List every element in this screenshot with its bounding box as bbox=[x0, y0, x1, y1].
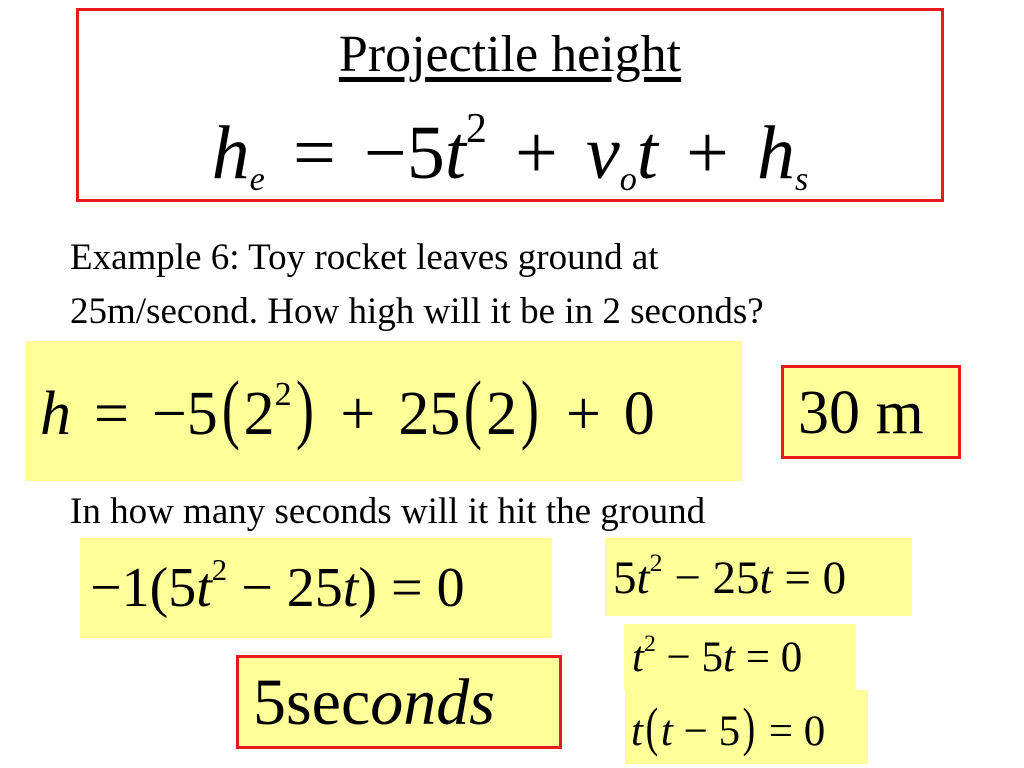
height-calculation bbox=[40, 365, 655, 459]
formula-t2: t bbox=[636, 111, 658, 195]
step2-b: − 5 bbox=[655, 634, 724, 681]
factor-exp: 2 bbox=[211, 552, 228, 587]
calc-base: 2 bbox=[243, 380, 275, 448]
factored-equation bbox=[90, 552, 465, 628]
step3-c: = 0 bbox=[757, 708, 826, 755]
step-3-equation bbox=[631, 697, 826, 757]
step3-t1: t bbox=[631, 708, 643, 755]
factor-t2: t bbox=[342, 557, 359, 619]
calc-val: 2 bbox=[486, 380, 518, 448]
step2-t2: t bbox=[723, 634, 735, 681]
calc-rparen-1: ) bbox=[295, 365, 314, 451]
time-answer bbox=[253, 666, 495, 740]
formula-lhs-sub: e bbox=[249, 160, 265, 198]
step1-c: = 0 bbox=[772, 552, 847, 604]
formula-t: t bbox=[444, 111, 466, 195]
step3-lparen: ( bbox=[645, 697, 659, 757]
factor-part-a: −1(5 bbox=[90, 557, 197, 619]
example-text-line-1: Example 6: Toy rocket leaves ground at bbox=[70, 237, 659, 278]
step1-exp: 2 bbox=[649, 548, 663, 578]
calc-coef: −5 bbox=[151, 380, 218, 448]
time-answer-onds: onds bbox=[370, 666, 495, 739]
calc-coef-2: 25 bbox=[398, 380, 461, 448]
calc-equals: = bbox=[93, 380, 129, 448]
time-answer-box bbox=[236, 655, 562, 749]
factor-part-c: ) = 0 bbox=[358, 557, 465, 619]
question-text: In how many seconds will it hit the ground bbox=[70, 491, 706, 532]
factored-equation-box bbox=[80, 538, 552, 638]
calc-h: h bbox=[40, 380, 71, 448]
formula-coef: −5 bbox=[363, 111, 445, 195]
step3-b: − 5 bbox=[672, 708, 741, 755]
step1-t2: t bbox=[759, 552, 773, 604]
factor-t1: t bbox=[196, 557, 212, 619]
calc-plus-1: + bbox=[340, 380, 376, 448]
formula-plus-1: + bbox=[514, 111, 558, 195]
step-2-equation bbox=[632, 630, 803, 688]
formula-exp: 2 bbox=[465, 106, 487, 153]
calc-exp: 2 bbox=[274, 376, 292, 414]
slide-title: Projectile height bbox=[338, 26, 682, 83]
formula-plus-2: + bbox=[686, 111, 729, 195]
calc-zero: 0 bbox=[623, 380, 655, 448]
formula-equals: = bbox=[292, 111, 336, 195]
time-answer-sec: sec bbox=[286, 666, 371, 739]
calc-lparen-1: ( bbox=[221, 365, 240, 451]
step-3-box bbox=[625, 690, 868, 764]
step2-c: = 0 bbox=[735, 634, 803, 681]
calc-lparen-2: ( bbox=[464, 365, 483, 451]
formula-h: h bbox=[757, 111, 795, 195]
projectile-height-formula bbox=[79, 106, 941, 206]
calc-rparen-2: ) bbox=[521, 365, 540, 451]
step-1-box bbox=[605, 538, 912, 616]
step3-t2: t bbox=[660, 708, 673, 755]
step1-b: − 25 bbox=[662, 552, 760, 604]
step2-t1: t bbox=[632, 634, 644, 681]
formula-v-sub: o bbox=[619, 160, 637, 198]
step-2-box bbox=[624, 624, 856, 690]
height-answer: 30 m bbox=[798, 379, 924, 447]
step1-t1: t bbox=[636, 552, 650, 604]
formula-h-sub: s bbox=[795, 160, 809, 198]
formula-lhs: h bbox=[211, 111, 250, 195]
height-calculation-box bbox=[26, 341, 742, 481]
example-text-line-2: 25m/second. How high will it be in 2 seconds? bbox=[70, 291, 764, 332]
step1-a: 5 bbox=[613, 552, 637, 604]
calc-plus-2: + bbox=[565, 380, 601, 448]
step2-exp: 2 bbox=[643, 630, 656, 657]
formula-box bbox=[76, 8, 944, 202]
factor-part-b: − 25 bbox=[227, 557, 343, 619]
height-answer-box bbox=[781, 365, 961, 459]
formula-v: v bbox=[585, 111, 620, 195]
time-answer-number: 5 bbox=[253, 666, 286, 739]
step3-rparen: ) bbox=[742, 697, 756, 757]
step-1-equation bbox=[613, 548, 847, 611]
